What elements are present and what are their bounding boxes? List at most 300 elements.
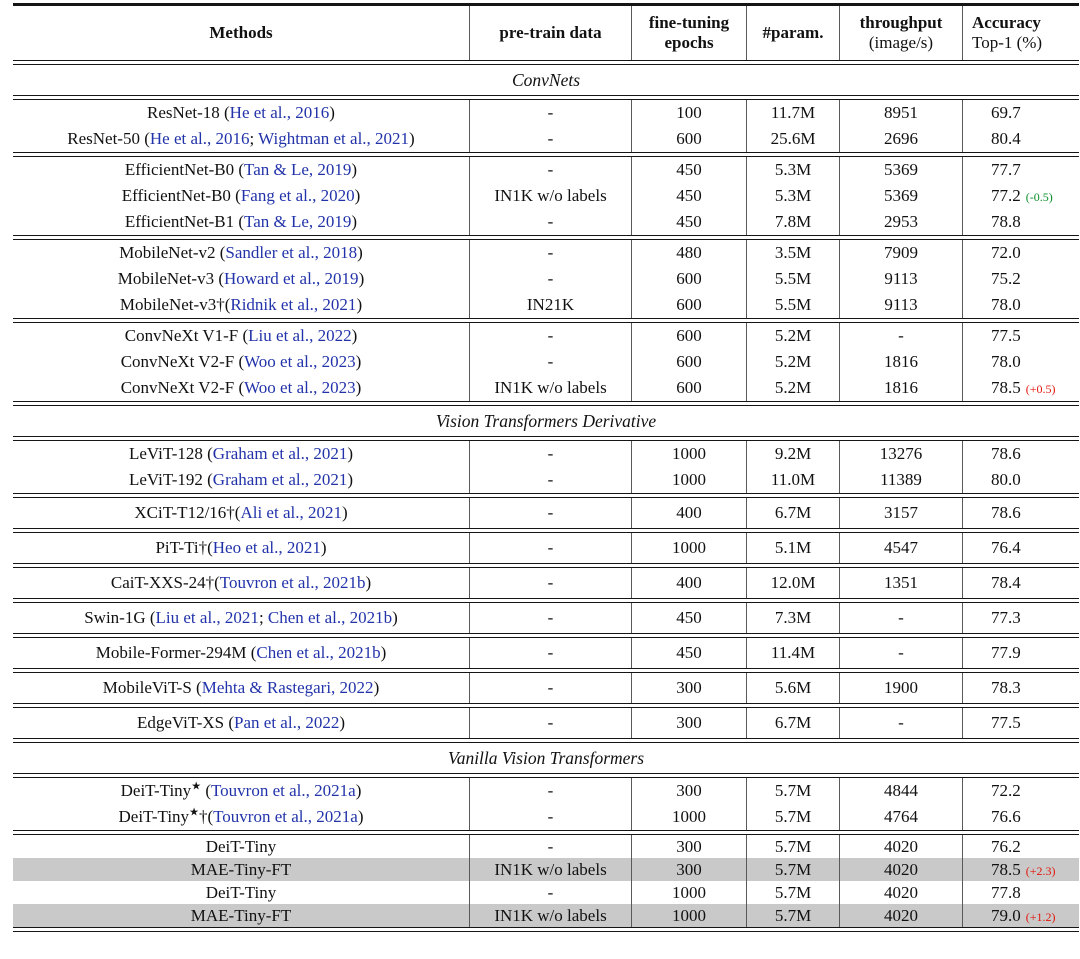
accuracy-value: 77.5 [991,713,1021,732]
pretrain-data-cell: - [469,100,631,126]
finetune-epochs-cell: 450 [631,157,746,183]
method-cell [13,209,469,235]
accuracy-cell [962,240,1079,266]
method-cell [13,638,469,668]
accuracy-value: 79.0 [991,906,1021,925]
method-cell [13,240,469,266]
accuracy-cell [962,673,1079,703]
accuracy-cell [962,533,1079,563]
pretrain-data-cell: - [469,881,631,904]
accuracy-value: 80.0 [991,470,1021,489]
param-count-cell: 5.7M [746,904,839,927]
accuracy-value: 77.3 [991,608,1021,627]
citation-link[interactable]: Wightman et al., 2021 [258,129,410,148]
method-cell [13,533,469,563]
method-text: LeViT-192 ( [128,470,213,489]
method-text: MobileNet-v2 ( [119,243,226,262]
column-header-pretrain [469,6,631,60]
method-text: ResNet-50 ( [67,129,150,148]
method-cell [13,375,469,401]
table-row [13,533,1079,563]
table-row [13,100,1079,126]
citation-link[interactable]: Tan & Le, 2019 [244,160,352,179]
method-cell [13,266,469,292]
accuracy-value: 69.7 [991,103,1021,122]
throughput-cell: 4020 [839,881,962,904]
citation-link[interactable]: Graham et al., 2021 [212,444,348,463]
pretrain-data-cell: - [469,323,631,349]
table-row [13,467,1079,493]
method-text: ) [351,160,358,179]
throughput-cell: 13276 [839,441,962,467]
accuracy-value: 72.2 [991,781,1021,800]
param-count-cell: 9.2M [746,441,839,467]
throughput-cell: 1816 [839,349,962,375]
throughput-cell: 3157 [839,498,962,528]
param-count-cell: 5.5M [746,292,839,318]
citation-link[interactable]: Chen et al., 2021b [256,643,381,662]
table-row [13,804,1079,830]
pretrain-data-cell: - [469,568,631,598]
column-header-line: Accuracy [972,13,1041,32]
section-title: Vision Transformers Derivative [435,411,657,431]
accuracy-value: 77.2 [991,186,1021,205]
method-text: ) [347,444,354,463]
param-count-cell: 5.2M [746,323,839,349]
finetune-epochs-cell: 400 [631,568,746,598]
table-row [13,603,1079,633]
accuracy-cell [962,375,1079,401]
citation-link[interactable]: Heo et al., 2021 [212,538,321,557]
pretrain-data-cell: - [469,157,631,183]
pretrain-data-cell: - [469,638,631,668]
throughput-cell: 1816 [839,375,962,401]
pretrain-data-cell: - [469,209,631,235]
accuracy-cell [962,100,1079,126]
row-block [13,708,1079,738]
method-text: DeiT-Tiny [205,837,277,856]
method-text: ( [201,781,211,800]
block-divider-rule [13,927,1079,932]
citation-link[interactable]: Fang et al., 2020 [240,186,355,205]
param-count-cell: 12.0M [746,568,839,598]
pretrain-data-cell: IN21K [469,292,631,318]
pretrain-data-cell: - [469,835,631,858]
column-header-line: throughput [859,13,943,32]
throughput-cell: - [839,638,962,668]
table-row [13,292,1079,318]
citation-link[interactable]: Liu et al., 2021 [155,608,259,627]
table-row [13,209,1079,235]
accuracy-cell [962,183,1079,209]
column-header-line: Top-1 (%) [972,33,1043,52]
param-count-cell: 11.7M [746,100,839,126]
row-block [13,323,1079,401]
pretrain-data-cell: - [469,349,631,375]
benchmark-comparison-table [13,3,1079,932]
pretrain-data-cell: - [469,240,631,266]
param-count-cell: 11.4M [746,638,839,668]
finetune-epochs-cell: 300 [631,673,746,703]
accuracy-value: 76.6 [991,807,1021,826]
column-header-line: pre-train data [499,23,602,42]
finetune-epochs-cell: 1000 [631,467,746,493]
pretrain-data-cell: - [469,708,631,738]
param-count-cell: 5.7M [746,778,839,804]
accuracy-value: 72.0 [991,243,1021,262]
method-text: DeiT-Tiny [120,781,192,800]
citation-link[interactable]: Woo et al., 2023 [244,378,356,397]
finetune-epochs-cell: 400 [631,498,746,528]
param-count-cell: 5.6M [746,673,839,703]
accuracy-value: 78.5 [991,860,1021,879]
citation-link[interactable]: Ali et al., 2021 [240,503,342,522]
method-text: ) [357,243,363,262]
method-text: ) [365,573,372,592]
accuracy-cell [962,835,1079,858]
accuracy-cell [962,778,1079,804]
finetune-epochs-cell: 100 [631,100,746,126]
throughput-cell: 8951 [839,100,962,126]
finetune-epochs-cell: 1000 [631,533,746,563]
method-text: XCiT-T12/16†( [134,503,241,522]
accuracy-value: 77.7 [991,160,1021,179]
table-row [13,708,1079,738]
row-block [13,638,1079,668]
column-header-line: fine-tuning [648,13,730,32]
citation-link[interactable]: Touvron et al., 2021b [219,573,366,592]
column-header-line: epochs [664,33,714,52]
throughput-cell: 7909 [839,240,962,266]
accuracy-cell [962,266,1079,292]
param-count-cell: 5.1M [746,533,839,563]
accuracy-value: 77.5 [991,326,1021,345]
accuracy-value: 76.4 [991,538,1021,557]
throughput-cell: 4020 [839,904,962,927]
finetune-epochs-cell: 1000 [631,441,746,467]
pretrain-data-cell: IN1K w/o labels [469,858,631,881]
column-header-accuracy [962,6,1079,60]
method-cell [13,323,469,349]
table-row [13,498,1079,528]
method-text: MAE-Tiny-FT [190,906,292,925]
accuracy-cell [962,349,1079,375]
table-row [13,441,1079,467]
table-row [13,183,1079,209]
method-text: ) [355,378,362,397]
param-count-cell: 7.8M [746,209,839,235]
row-block [13,673,1079,703]
accuracy-delta: (+2.3) [1025,864,1056,878]
accuracy-cell [962,568,1079,598]
pretrain-data-cell: IN1K w/o labels [469,904,631,927]
finetune-epochs-cell: 600 [631,375,746,401]
method-text: ; [249,129,259,148]
accuracy-cell [962,467,1079,493]
accuracy-cell [962,638,1079,668]
finetune-epochs-cell: 1000 [631,881,746,904]
throughput-cell: - [839,603,962,633]
method-cell [13,881,469,904]
method-text: ★ [189,806,199,819]
param-count-cell: 6.7M [746,708,839,738]
method-text: ) [356,295,363,314]
method-text: MAE-Tiny-FT [190,860,292,879]
accuracy-delta: (-0.5) [1025,190,1053,204]
row-block [13,157,1079,235]
method-text: EfficientNet-B0 ( [121,186,241,205]
method-text: ) [355,781,362,800]
accuracy-cell [962,603,1079,633]
citation-link[interactable]: Ridnik et al., 2021 [230,295,357,314]
method-text: EfficientNet-B0 ( [124,160,245,179]
citation-link[interactable]: Pan et al., 2022 [234,713,340,732]
method-text: †( [198,807,214,826]
method-text: EdgeViT-XS ( [136,713,235,732]
row-block [13,498,1079,528]
throughput-cell: - [839,708,962,738]
row-block [13,603,1079,633]
citation-link[interactable]: Sandler et al., 2018 [225,243,358,262]
accuracy-value: 78.0 [991,352,1021,371]
table-row [13,835,1079,858]
throughput-cell: 5369 [839,183,962,209]
pretrain-data-cell: - [469,441,631,467]
column-header-methods [13,6,469,60]
citation-link[interactable]: He et al., 2016 [229,103,330,122]
accuracy-value: 75.2 [991,269,1021,288]
method-text: Mobile-Former-294M ( [95,643,257,662]
param-count-cell: 5.7M [746,804,839,830]
throughput-cell: 9113 [839,266,962,292]
method-text: ) [329,103,335,122]
param-count-cell: 5.7M [746,858,839,881]
accuracy-cell [962,804,1079,830]
citation-link[interactable]: Touvron et al., 2021a [210,781,356,800]
method-text: ) [339,713,345,732]
table-row [13,904,1079,927]
method-text: Swin-1G ( [84,608,156,627]
table-row [13,858,1079,881]
method-text: ) [380,643,387,662]
throughput-cell: - [839,323,962,349]
accuracy-value: 77.9 [991,643,1021,662]
throughput-cell: 9113 [839,292,962,318]
method-text: ) [355,352,362,371]
method-cell [13,292,469,318]
method-text: ) [354,186,361,205]
method-cell [13,804,469,830]
method-text: ★ [191,780,202,793]
accuracy-cell [962,904,1079,927]
accuracy-value: 80.4 [991,129,1021,148]
accuracy-delta: (+1.2) [1025,910,1056,924]
throughput-cell: 4547 [839,533,962,563]
method-cell [13,498,469,528]
table-row [13,778,1079,804]
pretrain-data-cell: - [469,603,631,633]
method-text: ) [373,678,380,697]
pretrain-data-cell: - [469,498,631,528]
pretrain-data-cell: IN1K w/o labels [469,375,631,401]
param-count-cell: 7.3M [746,603,839,633]
finetune-epochs-cell: 300 [631,778,746,804]
throughput-cell: 11389 [839,467,962,493]
column-header-throughput [839,6,962,60]
citation-link[interactable]: Chen et al., 2021b [267,608,393,627]
throughput-cell: 2696 [839,126,962,152]
finetune-epochs-cell: 1000 [631,804,746,830]
method-text: ; [258,608,268,627]
method-cell [13,603,469,633]
pretrain-data-cell: - [469,673,631,703]
finetune-epochs-cell: 600 [631,266,746,292]
citation-link[interactable]: Woo et al., 2023 [244,352,356,371]
row-block [13,778,1079,830]
method-text: LeViT-128 ( [128,444,213,463]
method-cell [13,467,469,493]
finetune-epochs-cell: 600 [631,349,746,375]
method-cell [13,858,469,881]
finetune-epochs-cell: 300 [631,858,746,881]
column-header-line: (image/s) [868,33,934,52]
citation-link[interactable]: Mehta & Rastegari, 2022 [201,678,374,697]
table-row [13,157,1079,183]
method-text: ConvNeXt V2-F ( [120,352,245,371]
method-cell [13,126,469,152]
method-text: ) [409,129,415,148]
throughput-cell: 2953 [839,209,962,235]
method-text: DeiT-Tiny [118,807,190,826]
accuracy-cell [962,323,1079,349]
accuracy-cell [962,292,1079,318]
method-text: MobileNet-v3†( [119,295,231,314]
method-text: MobileNet-v3 ( [117,269,224,288]
table-row [13,349,1079,375]
accuracy-cell [962,126,1079,152]
method-cell [13,835,469,858]
method-text: ) [392,608,398,627]
accuracy-value: 76.2 [991,837,1021,856]
param-count-cell: 5.5M [746,266,839,292]
pretrain-data-cell: - [469,778,631,804]
method-cell [13,441,469,467]
row-block [13,533,1079,563]
method-text: DeiT-Tiny [205,883,277,902]
method-cell [13,349,469,375]
method-text: ) [347,470,354,489]
method-cell [13,778,469,804]
accuracy-delta: (+0.5) [1025,382,1056,396]
method-cell [13,100,469,126]
accuracy-value: 78.4 [991,573,1021,592]
pretrain-data-cell: - [469,126,631,152]
accuracy-cell [962,498,1079,528]
throughput-cell: 4844 [839,778,962,804]
section-title: Vanilla Vision Transformers [447,748,645,768]
table-header-row [13,6,1079,60]
accuracy-value: 78.3 [991,678,1021,697]
row-block [13,835,1079,927]
citation-link[interactable]: Liu et al., 2022 [248,326,352,345]
accuracy-value: 77.8 [991,883,1021,902]
table-row [13,375,1079,401]
citation-link[interactable]: Tan & Le, 2019 [244,212,352,231]
throughput-cell: 1351 [839,568,962,598]
method-cell [13,568,469,598]
table-row [13,266,1079,292]
finetune-epochs-cell: 1000 [631,904,746,927]
pretrain-data-cell: - [469,804,631,830]
column-header-params [746,6,839,60]
row-block [13,240,1079,318]
row-block [13,441,1079,493]
throughput-cell: 1900 [839,673,962,703]
method-cell [13,157,469,183]
accuracy-value: 78.5 [991,378,1021,397]
finetune-epochs-cell: 450 [631,183,746,209]
citation-link[interactable]: Graham et al., 2021 [212,470,348,489]
accuracy-cell [962,209,1079,235]
table-row [13,881,1079,904]
citation-link[interactable]: He et al., 2016 [149,129,250,148]
accuracy-cell [962,881,1079,904]
method-text: ConvNeXt V2-F ( [120,378,245,397]
pretrain-data-cell: - [469,533,631,563]
throughput-cell: 4020 [839,835,962,858]
citation-link[interactable]: Touvron et al., 2021a [213,807,358,826]
method-text: ) [351,212,358,231]
finetune-epochs-cell: 600 [631,292,746,318]
finetune-epochs-cell: 600 [631,126,746,152]
method-text: ) [358,269,365,288]
method-cell [13,183,469,209]
table-row [13,240,1079,266]
method-text: ) [320,538,327,557]
accuracy-value: 78.0 [991,295,1021,314]
accuracy-value: 78.8 [991,212,1021,231]
param-count-cell: 5.2M [746,349,839,375]
param-count-cell: 5.7M [746,881,839,904]
column-header-line: Methods [209,23,273,42]
param-count-cell: 5.3M [746,183,839,209]
pretrain-data-cell: - [469,266,631,292]
column-header-epochs [631,6,746,60]
row-block [13,100,1079,152]
method-cell [13,904,469,927]
method-text: ConvNeXt V1-F ( [124,326,249,345]
column-header-line: #param. [762,23,824,42]
finetune-epochs-cell: 600 [631,323,746,349]
finetune-epochs-cell: 480 [631,240,746,266]
accuracy-value: 78.6 [991,503,1021,522]
param-count-cell: 5.7M [746,835,839,858]
method-text: ) [357,807,364,826]
table-row [13,126,1079,152]
citation-link[interactable]: Howard et al., 2019 [224,269,359,288]
accuracy-cell [962,708,1079,738]
finetune-epochs-cell: 450 [631,603,746,633]
table-row [13,323,1079,349]
param-count-cell: 3.5M [746,240,839,266]
finetune-epochs-cell: 300 [631,708,746,738]
method-text: CaiT-XXS-24†( [110,573,220,592]
method-text: MobileViT-S ( [102,678,202,697]
param-count-cell: 5.3M [746,157,839,183]
table-row [13,638,1079,668]
pretrain-data-cell: - [469,467,631,493]
pretrain-data-cell: IN1K w/o labels [469,183,631,209]
